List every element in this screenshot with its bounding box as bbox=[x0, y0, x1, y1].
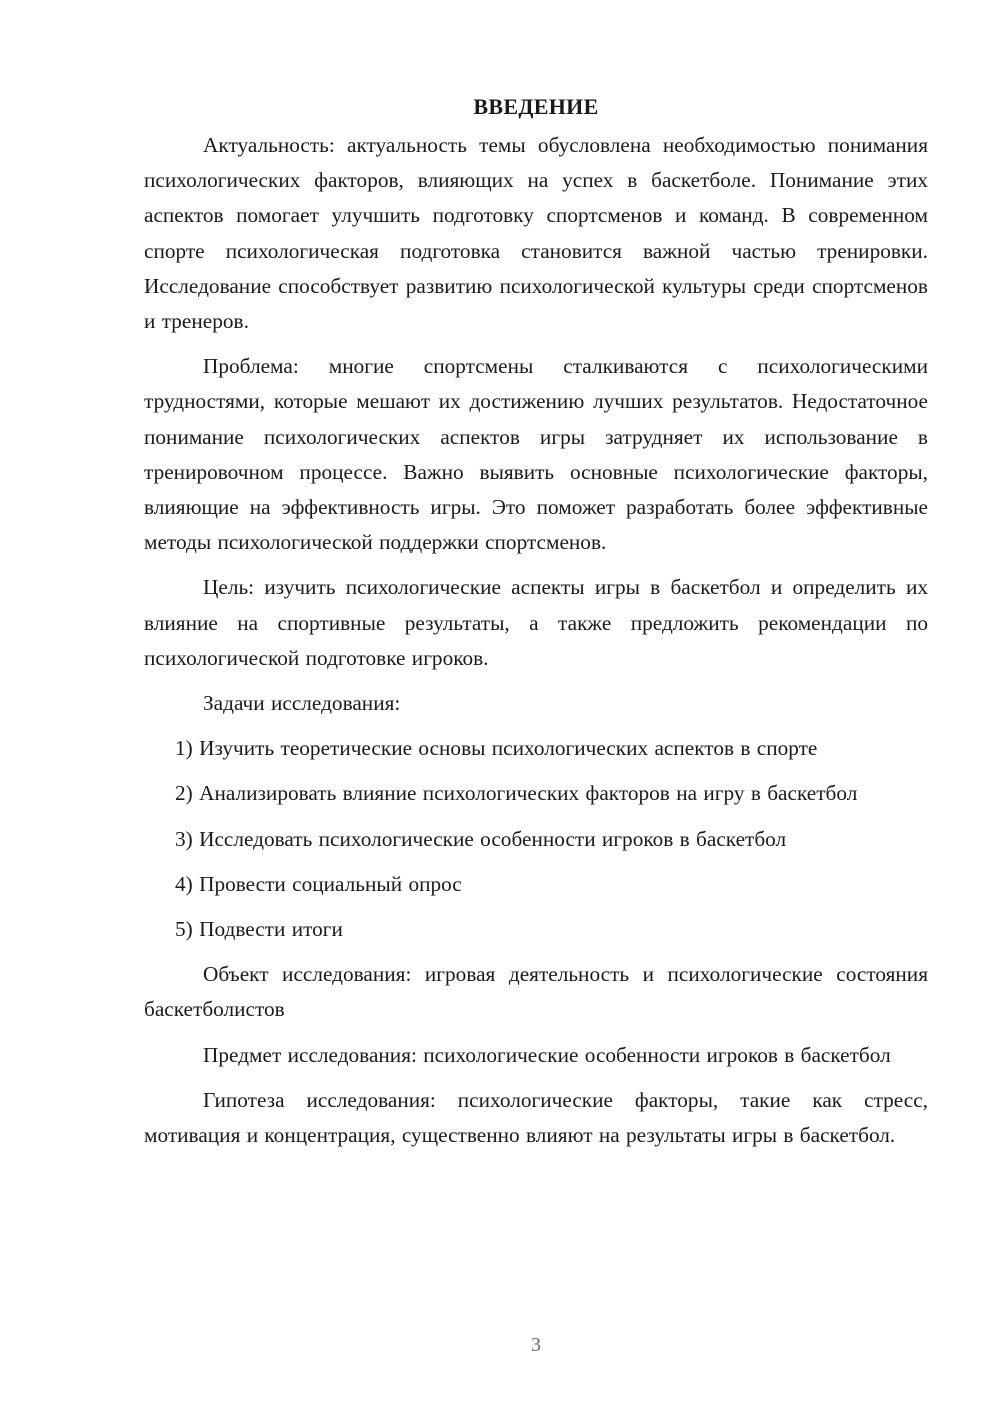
paragraph-object: Объект исследования: игровая деятельность и психологические состояния баскетболистов bbox=[144, 962, 928, 1022]
document-page bbox=[144, 92, 928, 1163]
page-title: ВВЕДЕНИЕ bbox=[473, 94, 599, 119]
page-number: 3 bbox=[531, 1334, 541, 1356]
paragraph-goal: Цель: изучить психологические аспекты игры в баскетбол и определить их влияние на спортивные результаты, а также предложить рекомендации по психологической подготовке игроков. bbox=[144, 575, 928, 670]
paragraph-relevance: Актуальность: актуальность темы обусловлена необходимостью понимания психологических факторов, влияющих на успех в баскетболе. Понимание этих аспектов помогает улучшить подготовку спортсменов и команд. В современном спорте психологическая подготовка становится важной частью тренировки. Исследование способствует развитию психологической культуры среди спортсменов и тренеров. bbox=[144, 133, 928, 334]
paragraph-problem: Проблема: многие спортсмены сталкиваются с психологическими трудностями, которые мешают их достижению лучших результатов. Недостаточное понимание психологических аспектов игры затрудняет их использование в тренировочном процессе. Важно выявить основные психологические факторы, влияющие на эффективность игры. Это поможет разработать более эффективные методы психологической поддержки спортсменов. bbox=[144, 354, 928, 555]
task-item-3: 3) Исследовать психологические особенности игроков в баскетбол bbox=[175, 826, 787, 851]
paragraph-subject: Предмет исследования: психологические особенности игроков в баскетбол bbox=[203, 1042, 891, 1067]
task-item-2: 2) Анализировать влияние психологических факторов на игру в баскетбол bbox=[175, 781, 858, 806]
task-item-5: 5) Подвести итоги bbox=[175, 917, 343, 942]
paragraph-hypothesis: Гипотеза исследования: психологические факторы, такие как стресс, мотивация и концентрация, существенно влияют на результаты игры в баскетбол. bbox=[144, 1087, 928, 1148]
task-item-4: 4) Провести социальный опрос bbox=[175, 871, 462, 896]
task-item-1: 1) Изучить теоретические основы психологических аспектов в спорте bbox=[175, 736, 818, 761]
tasks-title: Задачи исследования: bbox=[203, 691, 401, 716]
